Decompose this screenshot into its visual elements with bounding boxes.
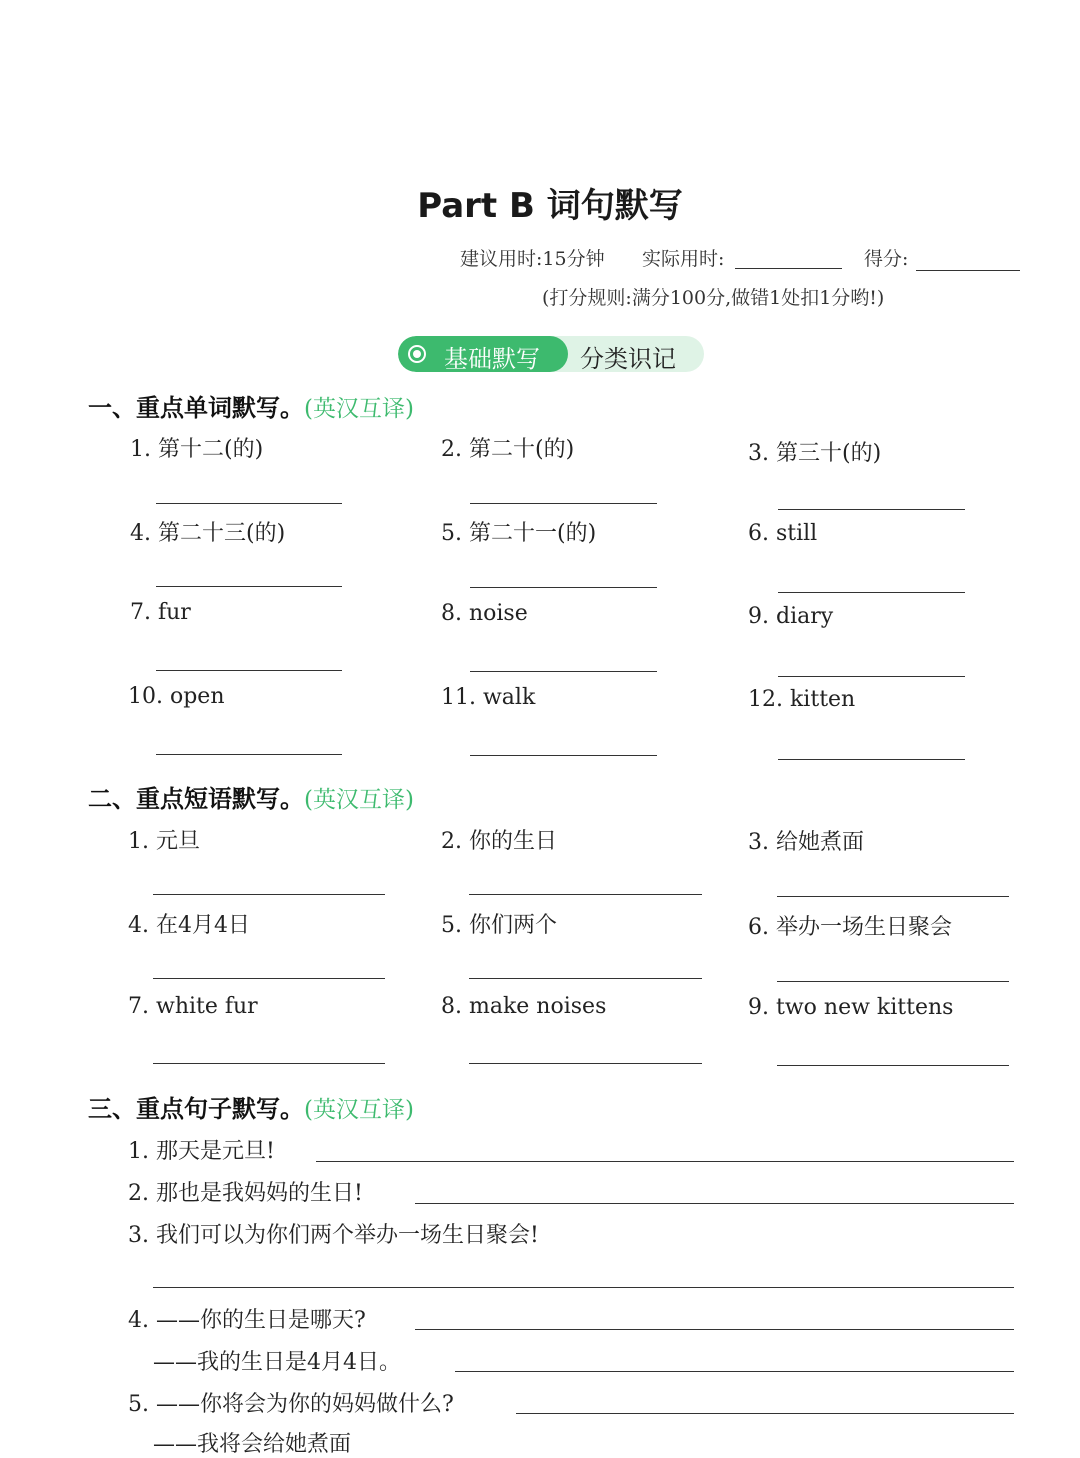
word-item-3: 3. 第三十(的): [748, 441, 882, 466]
answer-line[interactable]: [778, 676, 965, 677]
word-item-4: 4. 第二十三(的): [130, 521, 286, 546]
answer-line[interactable]: [470, 671, 657, 672]
phrase-item-9: 9. two new kittens: [748, 995, 954, 1020]
actual-time-field[interactable]: [735, 268, 842, 269]
answer-line[interactable]: [778, 759, 965, 760]
answer-line[interactable]: [153, 1063, 385, 1064]
answer-line[interactable]: [156, 754, 342, 755]
section-2-note: (英汉互译): [304, 787, 414, 813]
answer-line[interactable]: [316, 1161, 1014, 1162]
badge-left: [398, 336, 568, 372]
answer-line[interactable]: [777, 1065, 1009, 1066]
answer-line[interactable]: [470, 755, 657, 756]
flower-icon: [408, 345, 426, 363]
answer-line[interactable]: [455, 1371, 1014, 1372]
actual-time-label: 实际用时:: [642, 248, 725, 270]
section-2-heading: 二、重点短语默写。: [88, 785, 304, 813]
phrase-item-2: 2. 你的生日: [441, 829, 557, 854]
answer-line[interactable]: [415, 1203, 1014, 1204]
phrase-item-3: 3. 给她煮面: [748, 830, 864, 855]
answer-line[interactable]: [469, 978, 702, 979]
section-3-heading: 三、重点句子默写。: [88, 1095, 304, 1123]
answer-line[interactable]: [516, 1413, 1014, 1414]
section-3-title: [88, 1089, 414, 1124]
score-label: 得分:: [864, 248, 909, 270]
page-title: Part B 词句默写: [417, 186, 683, 226]
phrase-item-7: 7. white fur: [128, 994, 258, 1019]
word-item-12: 12. kitten: [748, 687, 856, 712]
section-3-note: (英汉互译): [304, 1097, 414, 1123]
word-item-8: 8. noise: [441, 601, 528, 626]
answer-line[interactable]: [777, 896, 1009, 897]
answer-line[interactable]: [778, 592, 965, 593]
phrase-item-1: 1. 元旦: [128, 829, 200, 854]
word-item-7: 7. fur: [130, 600, 191, 625]
sentence-item-5-reply: ——我将会给她煮面: [153, 1432, 352, 1457]
answer-line[interactable]: [153, 894, 385, 895]
answer-line[interactable]: [777, 981, 1009, 982]
phrase-item-4: 4. 在4月4日: [128, 913, 250, 938]
answer-line[interactable]: [470, 587, 657, 588]
answer-line[interactable]: [156, 586, 342, 587]
section-1-note: (英汉互译): [304, 396, 414, 422]
sentence-item-3: 3. 我们可以为你们两个举办一场生日聚会!: [128, 1223, 539, 1248]
word-item-6: 6. still: [748, 521, 818, 546]
phrase-item-6: 6. 举办一场生日聚会: [748, 915, 952, 940]
answer-line[interactable]: [153, 978, 385, 979]
answer-line[interactable]: [470, 503, 657, 504]
word-item-11: 11. walk: [441, 685, 536, 710]
phrase-item-8: 8. make noises: [441, 994, 607, 1019]
suggested-time: 建议用时:15分钟: [460, 248, 605, 270]
badge-left-label: 基础默写: [444, 345, 540, 372]
word-item-1: 1. 第十二(的): [130, 437, 264, 462]
word-item-5: 5. 第二十一(的): [441, 521, 597, 546]
sentence-item-2: 2. 那也是我妈妈的生日!: [128, 1181, 363, 1206]
score-field[interactable]: [916, 270, 1020, 271]
answer-line[interactable]: [156, 670, 342, 671]
section-1-title: [88, 388, 414, 423]
sentence-item-4-reply: ——我的生日是4月4日。: [153, 1350, 401, 1375]
answer-line[interactable]: [469, 894, 702, 895]
scoring-rule: (打分规则:满分100分,做错1处扣1分哟!): [542, 287, 885, 309]
badge-right-label: 分类识记: [580, 345, 676, 372]
word-item-9: 9. diary: [748, 604, 834, 629]
section-badge: [398, 336, 704, 372]
sentence-item-5: 5. ——你将会为你的妈妈做什么?: [128, 1392, 454, 1417]
answer-line[interactable]: [415, 1329, 1014, 1330]
section-1-heading: 一、重点单词默写。: [88, 394, 304, 422]
phrase-item-5: 5. 你们两个: [441, 913, 557, 938]
answer-line[interactable]: [778, 509, 965, 510]
word-item-10: 10. open: [128, 684, 225, 709]
sentence-item-1: 1. 那天是元旦!: [128, 1139, 275, 1164]
answer-line[interactable]: [469, 1063, 702, 1064]
section-2-title: [88, 779, 414, 814]
word-item-2: 2. 第二十(的): [441, 437, 575, 462]
answer-line[interactable]: [153, 1287, 1014, 1288]
answer-line[interactable]: [156, 503, 342, 504]
sentence-item-4: 4. ——你的生日是哪天?: [128, 1308, 366, 1333]
